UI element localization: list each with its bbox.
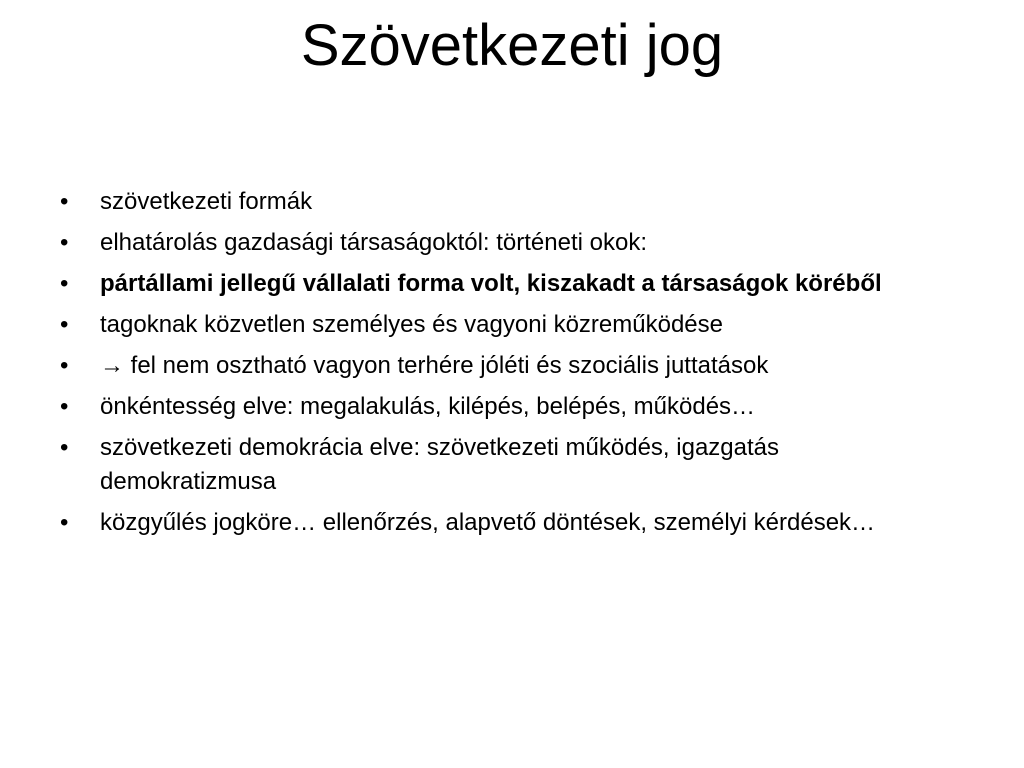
list-item-text: önkéntesség elve: megalakulás, kilépés, belépés, működés… — [100, 393, 756, 420]
list-item-text: → fel nem osztható vagyon terhére jóléti és szociális juttatások — [100, 352, 769, 379]
list-item — [60, 431, 960, 499]
bullet-icon: • — [60, 352, 69, 379]
slide-title: Szövetkezeti jog — [300, 13, 724, 78]
bullet-icon: • — [60, 393, 69, 420]
bullet-icon: • — [60, 434, 69, 461]
list-item-text: közgyűlés jogköre… ellenőrzés, alapvető döntések, személyi kérdések… — [100, 509, 876, 536]
list-item-text: elhatárolás gazdasági társaságoktól: történeti okok: — [100, 229, 647, 256]
bullet-icon: • — [60, 229, 69, 256]
bullet-list — [60, 185, 960, 547]
list-item — [60, 267, 960, 301]
list-item-text: szövetkezeti formák — [100, 188, 313, 215]
list-item-text: pártállami jellegű vállalati forma volt, kiszakadt a társaságok köréből — [100, 270, 882, 297]
list-item — [60, 308, 960, 342]
list-item-text: szövetkezeti demokrácia elve: szövetkezeti működés, igazgatás demokratizmusa — [100, 434, 779, 495]
bullet-icon: • — [60, 270, 69, 297]
bullet-icon: • — [60, 509, 69, 536]
list-item — [60, 506, 960, 540]
list-item — [60, 390, 960, 424]
list-item — [60, 226, 960, 260]
bullet-icon: • — [60, 311, 69, 338]
bullet-icon: • — [60, 188, 69, 215]
list-item-text: tagoknak közvetlen személyes és vagyoni közreműködése — [100, 311, 723, 338]
list-item — [60, 349, 960, 383]
list-item — [60, 185, 960, 219]
